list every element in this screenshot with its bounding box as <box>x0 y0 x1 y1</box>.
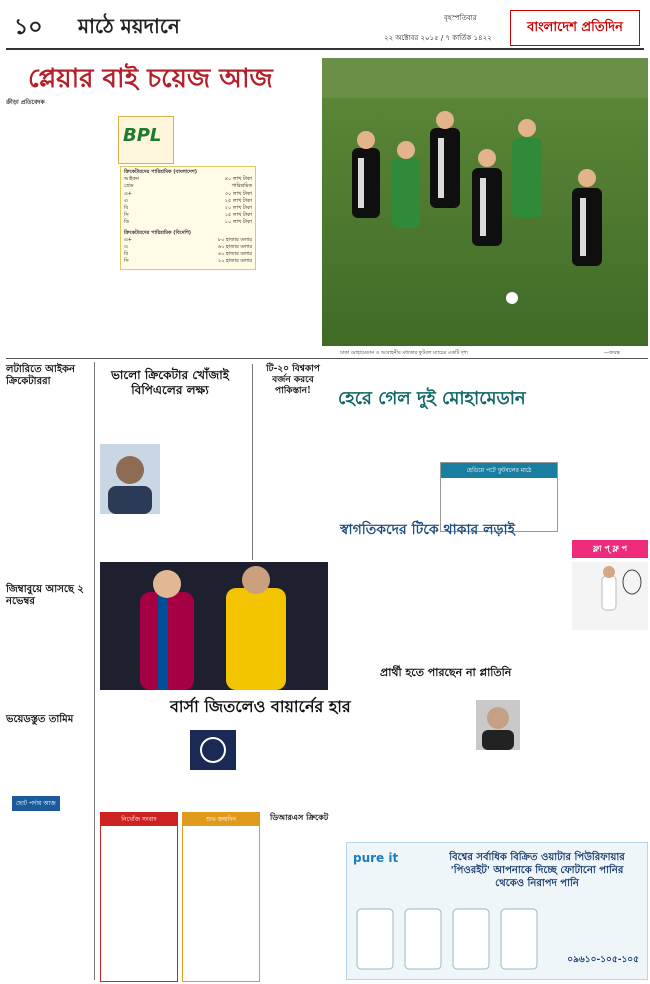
section-title: মাঠে ময়দানে <box>78 14 180 38</box>
masthead <box>6 4 644 50</box>
head-icon-lottery: লটারিতে আইকন ক্রিকেটাররা <box>6 364 75 387</box>
head-mohammedan: হেরে গেল দুই মোহামেডান <box>338 388 526 409</box>
column-divider <box>94 362 95 980</box>
tennis-player-photo <box>572 562 648 630</box>
missing-notice: নিখোঁজ সংবাদ <box>100 812 178 982</box>
flipflop-badge: ফ্লা প্ ফ্ল প <box>572 540 648 558</box>
tv-schedule-list <box>6 810 90 980</box>
platini-body-2 <box>430 682 570 808</box>
barca-players-photo <box>100 562 328 690</box>
head-zimbabwe: জিম্বাবুয়ে আসছে ২ নভেম্বর <box>6 584 84 607</box>
birthday-notice: শুভ জন্মদিন <box>182 812 260 982</box>
champions-league-logo <box>190 730 236 770</box>
left-story-body-2 <box>6 612 90 706</box>
football-match-photo <box>322 58 648 346</box>
tv-schedule-label: ছোট পর্দায় আজ <box>12 796 60 811</box>
table-row: ডি ১০ লাখ টাকা <box>124 219 252 226</box>
head-barca: বার্সা জিতলেও বায়ার্নের হার <box>170 697 351 716</box>
left-story-body-3 <box>6 728 90 790</box>
bpl-logo: BPL <box>118 116 174 164</box>
pureit-advertisement <box>346 842 648 980</box>
top-byline: ক্রীড়া প্রতিবেদক <box>6 99 45 106</box>
mohammedan-body-3 <box>544 410 648 536</box>
photo-caption: ঢাকা মোহামেডান ও আবাহনীর মধ্যকার ফুটবল ম্যাচের একটি দৃশ্য <box>340 350 468 356</box>
issue-date: ২২ অক্টোবর ২০১৫ / ৭ কার্তিক ১৪২২ <box>384 34 492 42</box>
barca-body <box>100 718 186 808</box>
photo-credit: —জয়ন্ত <box>604 350 620 356</box>
top-story-body <box>6 110 114 356</box>
ad-headline: বিশ্বের সর্বাধিক বিক্রিত ওয়াটার পিউরিফায়ার 'পিওরইট' আপনাকে দিচ্ছে ফোটানো পানির থেকেও নিরাপদ পানি <box>449 852 625 889</box>
welcome-body <box>336 540 562 660</box>
issue-day: বৃহস্পতিবার <box>444 14 477 22</box>
newspaper-brand: বাংলাদেশ প্রতিদিন <box>510 10 640 46</box>
tennis-body <box>572 634 648 780</box>
table-row: বি ৪০ হাজার ডলার <box>124 251 252 258</box>
mohammedan-body-2 <box>440 410 540 458</box>
table-row: গ্রেড পারিশ্রমিক <box>124 183 252 190</box>
table-row: সি ১৫ লাখ টাকা <box>124 212 252 219</box>
fifa-body <box>266 826 342 982</box>
head-welcome: স্বাগতিকদের টিকে থাকার লড়াই <box>340 522 515 538</box>
table-row: বি ২০ লাখ টাকা <box>124 205 252 212</box>
head-fifa: ডিআরএস ক্রিকেট <box>270 812 329 822</box>
barca-body-2 <box>240 718 336 808</box>
ad-phone-number: ০৯৬১০-১০৫-১০৫ <box>567 955 639 965</box>
table-row: সি ২০ হাজার ডলার <box>124 258 252 265</box>
head-platini: প্রার্থী হতে পারছেন না প্লাতিনি <box>380 666 512 679</box>
divider <box>6 358 648 359</box>
table-row: আইকন ৪০ লাখ টাকা <box>124 176 252 183</box>
t20-body <box>256 392 330 558</box>
page-number: ১০ <box>14 14 43 40</box>
column-divider <box>252 364 253 560</box>
mohammedan-body <box>336 410 436 508</box>
head-t20: টি-২০ বিশ্বকাপ বর্জন করবে পাকিস্তান! <box>266 364 320 396</box>
head-tamim: ভয়েডস্তুত তামিম <box>6 714 74 725</box>
table-row: এ ৬০ হাজার ডলার <box>124 244 252 251</box>
head-cricket: ভালো ক্রিকেটার খোঁজাই বিপিএলের লক্ষ্য <box>110 368 229 397</box>
table-row: এ ২৫ লাখ টাকা <box>124 197 252 204</box>
table-row: এ+ ৮০ হাজার ডলার <box>124 236 252 243</box>
pureit-logo: pure it <box>353 851 399 865</box>
table-row: এ+ ৩০ লাখ টাকা <box>124 190 252 197</box>
top-story-body-3 <box>120 272 256 346</box>
salary-table: ক্রিকেটারদের পারিশ্রমিক (বাংলাদেশ) আইকন ৪০ লাখ টাকা গ্রেড পারিশ্রমিক এ+ ৩০ লাখ টাকা এ ২৫ লাখ টাকা বি ২০ লাখ টাকা সি ১৫ লাখ টাকা ডি ১০ লাখ টাকা ক্রিকেটারদের পারিশ্রমিক (বিদেশি) এ+ ৮০ হাজার ডলার এ ৬০ হাজার ডলার বি ৪০ হাজার ডলার সি ২০ হাজার ডলার <box>120 166 256 270</box>
scorecard-box: হেডিয়ে পটে ফুটবলের মাঠে <box>440 462 558 532</box>
left-story-body <box>6 392 90 578</box>
cricket-intro <box>100 404 250 440</box>
cricket-body-2 <box>100 518 250 558</box>
top-headline: প্লেয়ার বাই চয়েজ আজ <box>28 64 273 94</box>
cricketer-portrait <box>100 444 160 514</box>
